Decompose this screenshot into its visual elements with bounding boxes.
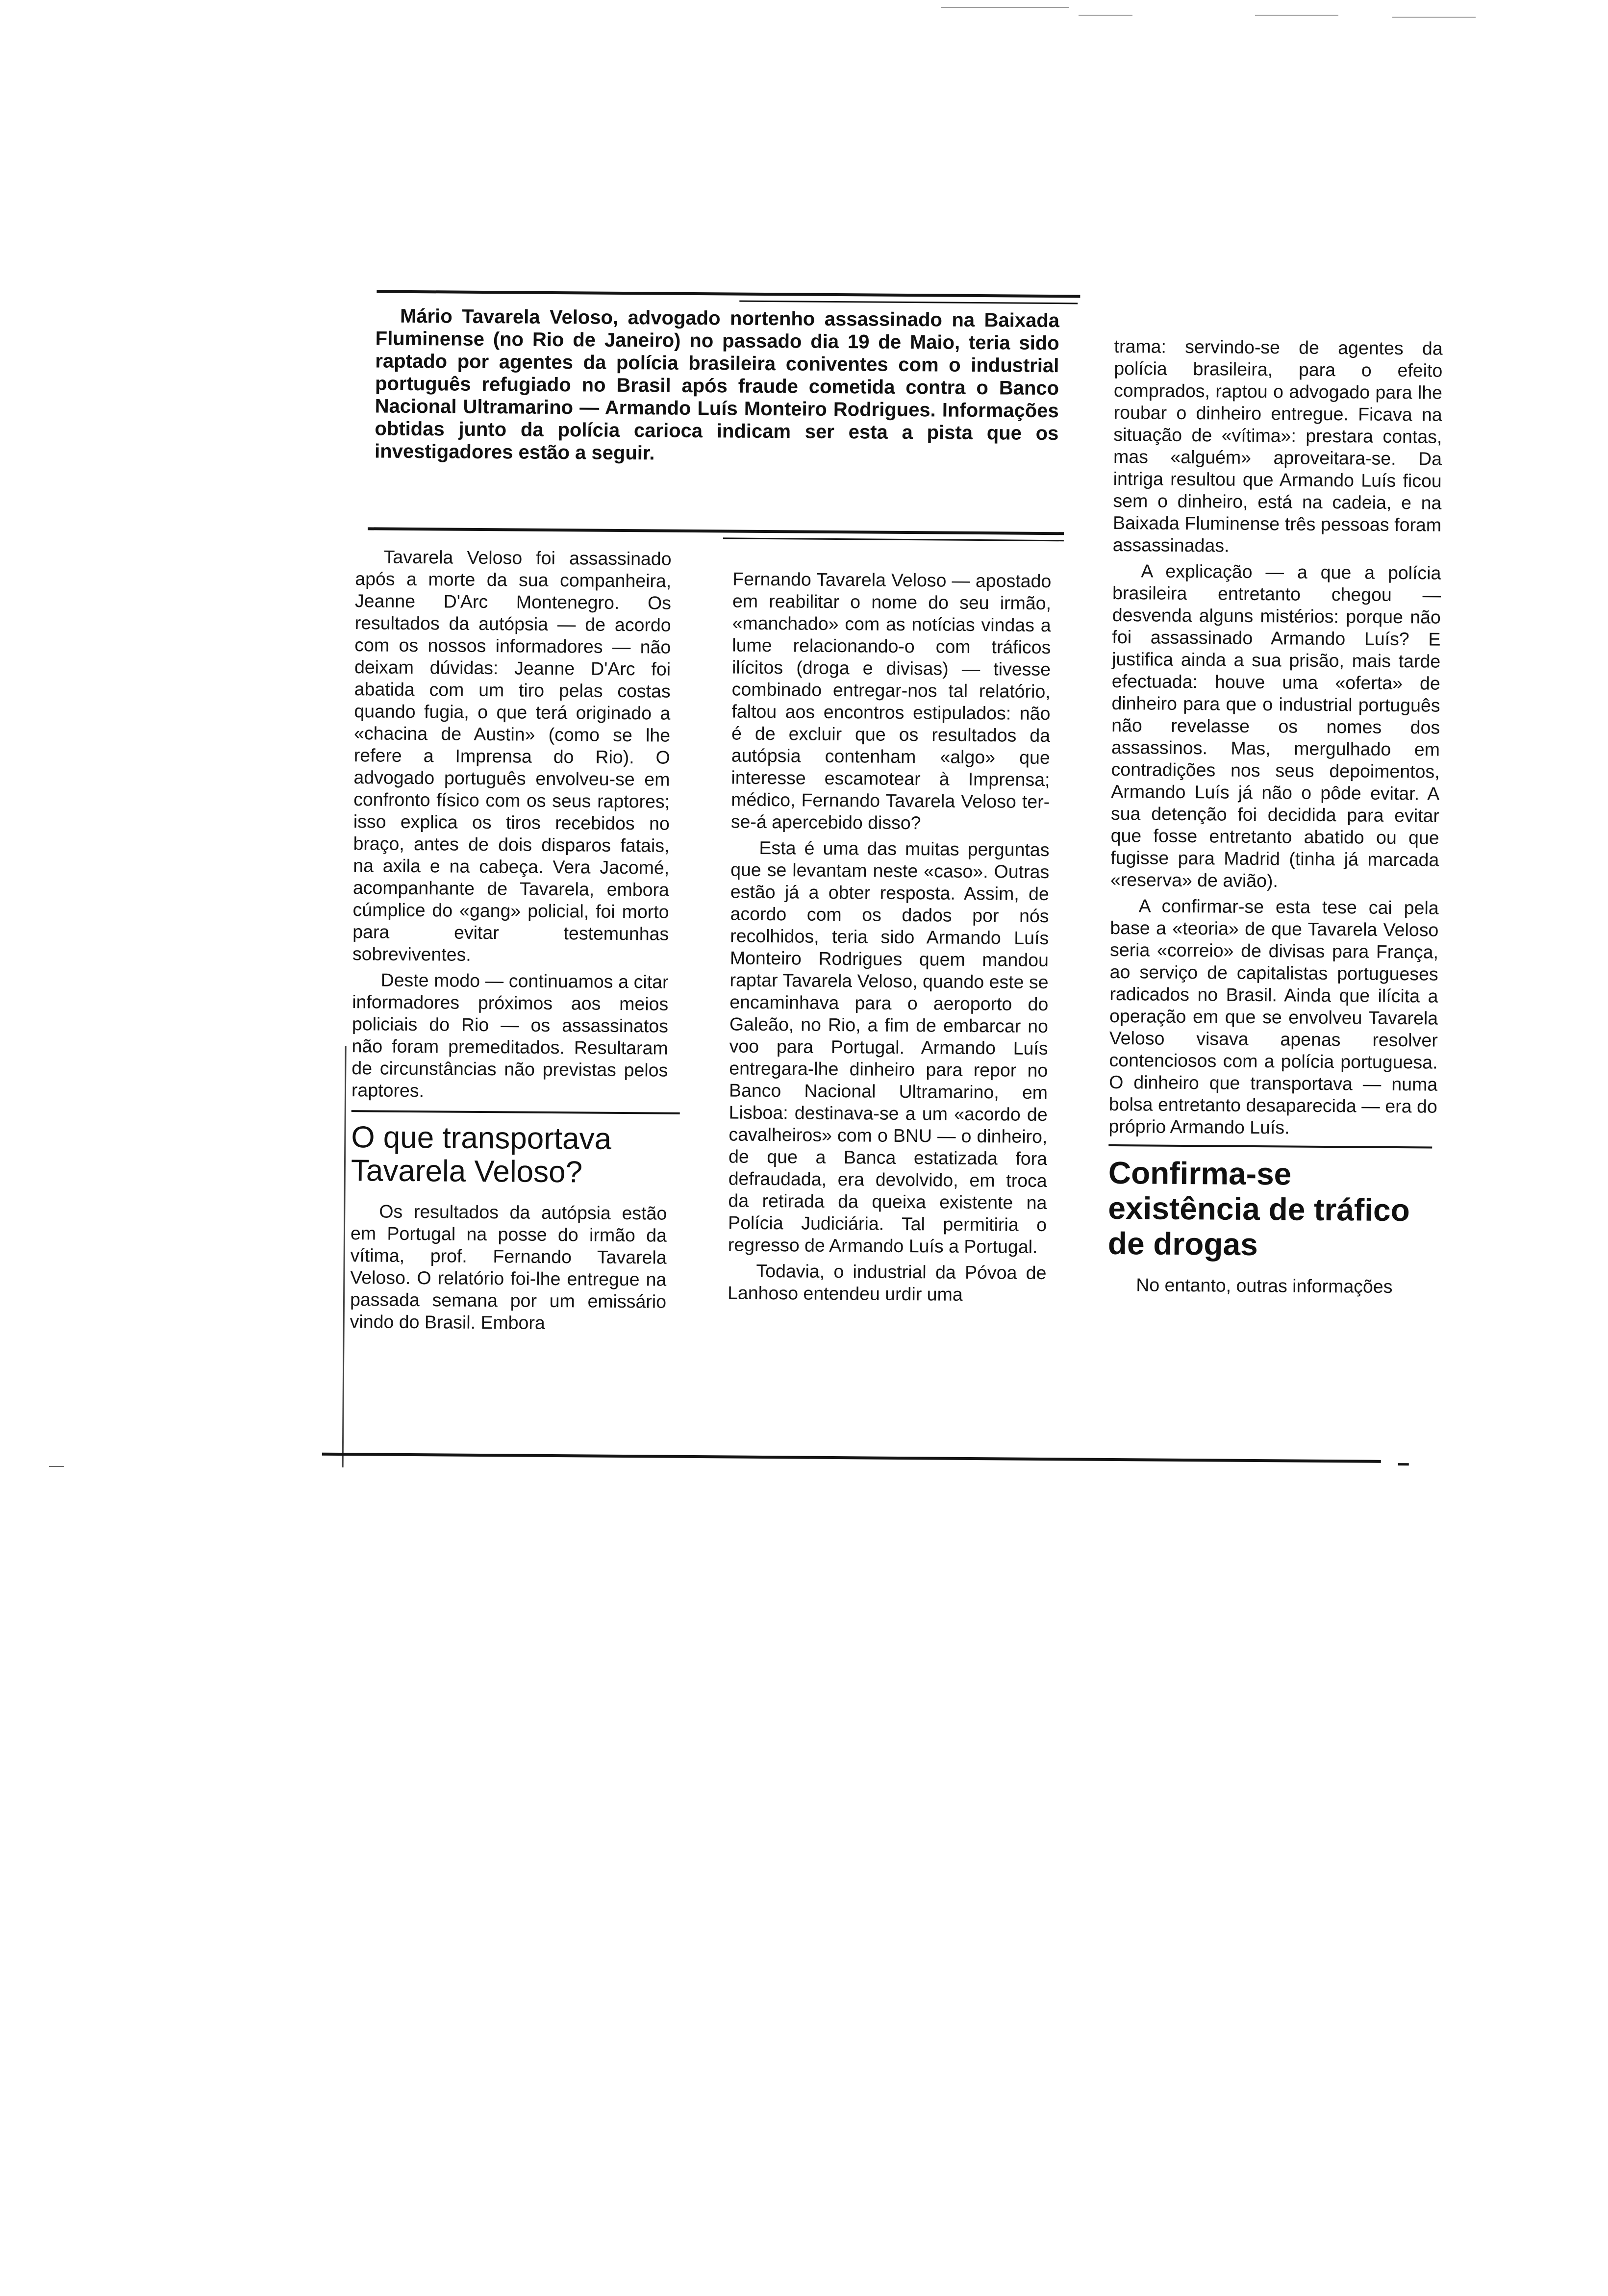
col3-subhead-rule	[1108, 1144, 1432, 1149]
article-lede	[375, 304, 1059, 471]
lede-bottom-rule	[368, 527, 1064, 535]
top-rule-thin	[739, 301, 1078, 304]
col2-paragraph: Todavia, o industrial da Póvoa de Lanhoso entendeu urdir uma	[728, 1260, 1047, 1305]
scan-artifact-line	[1255, 15, 1338, 16]
scan-artifact-line	[1079, 15, 1132, 16]
col1-paragraph: Os resultados da autópsia estão em Portugal na posse do irmão da vítima, prof. Fernando Tavarela Veloso. O relatório foi-lhe entregue na passada semana por um emissário vindo do Brasil. Embora	[350, 1201, 667, 1333]
col3-paragraph: No entanto, outras informações	[1136, 1274, 1393, 1297]
col1-paragraph: Deste modo — continuamos a citar informadores próximos aos meios policiais do Rio — os assassinatos não foram premeditados. Resultaram de circunstâncias não previstas pelos raptores.	[351, 969, 669, 1101]
bottom-rule-tail	[1398, 1463, 1409, 1465]
scan-artifact-line	[49, 1466, 64, 1467]
scan-artifact-line	[1392, 17, 1476, 18]
col3-paragraph: A confirmar-se esta tese cai pela base a «teoria» de que Tavarela Veloso seria «correio» de divisas para França, ao serviço de capitalistas portugueses radicados no Brasil. Ainda que ilícita a operação em que se envolveu Tavarela Veloso visava apenas resolver contenciosos com a polícia portuguesa. O dinheiro que transportava — numa bolsa entretanto desaparecida — era do próprio Armando Luís.	[1108, 895, 1439, 1138]
column-3	[1107, 335, 1443, 1302]
left-vertical-rule	[342, 1046, 347, 1467]
top-rule	[377, 290, 1080, 298]
col2-paragraph: Fernando Tavarela Veloso — apostado em reabilitar o nome do seu irmão, «manchado» com as notícias vindas a lume relacionando-o com tráficos ilícitos (droga e divisas) — tivesse combinado entregar-nos tal relatório, faltou aos encontros estipulados: não é de excluir que os resultados da autópsia contenham «algo» que interesse escamotear à Imprensa; médico, Fernando Tavarela Veloso ter-se-á apercebido disso?	[730, 568, 1052, 833]
lede-bottom-rule-thin	[723, 537, 1064, 541]
col1-subhead-rule	[352, 1110, 680, 1114]
bottom-rule	[322, 1453, 1381, 1463]
col1-subhead: O que transportava Tavarela Veloso?	[351, 1120, 612, 1189]
column-1	[350, 546, 672, 1338]
col1-paragraph: Tavarela Veloso foi assassinado após a morte da sua companheira, Jeanne D'Arc Montenegro. Os resultados da autópsia — de acordo com os nossos informadores — não deixam dúvidas: Jeanne D'Arc foi abatida com um tiro pelas costas quando fugia, o que terá originado a «chacina de Austin» (como se lhe refere a Imprensa do Rio). O advogado português envolveu-se em confronto físico com os seus raptores; isso explica os tiros recebidos no braço, antes de dois disparos fatais, na axila e na cabeça. Vera Jacomé, acompanhante de Tavarela, embora cúmplice do «gang» policial, foi morto para evitar testemunhas sobreviventes.	[352, 546, 672, 965]
col3-paragraph: A explicação — a que a polícia brasileira entretanto chegou — desvenda alguns mistérios: porque não foi assassinado Armando Luís? E justifica ainda a sua prisão, mais tarde efectuada: houve uma «oferta» de dinheiro para que o industrial português não revelasse os nomes dos assassinos. Mas, mergulhado em contradições nos seus depoimentos, Armando Luís já não o pôde evitar. A sua detenção foi decidida para evitar que fosse entretanto abatido ou que fugisse para Madrid (tinha já marcada «reserva» de avião).	[1110, 560, 1441, 891]
col3-paragraph: trama: servindo-se de agentes da polícia brasileira, para o efeito comprados, raptou o advogado para lhe roubar o dinheiro entregue. Ficava na situação de «vítima»: prestara contas, mas «alguém» aproveitara-se. Da intriga resultou que Armando Luís ficou sem o dinheiro, está na cadeia, e na Baixada Fluminense três pessoas foram assassinadas.	[1112, 335, 1443, 556]
column-2	[728, 568, 1052, 1311]
col3-subhead: Confirma-se existência de tráfico de drogas	[1107, 1155, 1410, 1262]
col2-paragraph: Esta é uma das muitas perguntas que se levantam neste «caso». Outras estão já a obter resposta. Assim, de acordo com os dados por nós recolhidos, teria sido Armando Luís Monteiro Rodrigues quem mandou raptar Tavarela Veloso, quando este se encaminhava para o aeroporto do Galeão, no Rio, a fim de embarcar no voo para Portugal. Armando Luís entregara-lhe dinheiro para repor no Banco Nacional Ultramarino, em Lisboa: destinava-se a um «acordo de cavalheiros» com o BNU — o dinheiro, de que a Banca estatizada fora defraudada, era devolvido, em troca da retirada da queixa existente na Polícia Judiciária. Tal permitiria o regresso de Armando Luís a Portugal.	[728, 837, 1050, 1257]
scan-artifact-line	[941, 7, 1069, 8]
lede-text: Mário Tavarela Veloso, advogado nortenho assassinado na Baixada Fluminense (no Rio de Janeiro) no passado dia 19 de Maio, teria sido raptado por agentes da polícia brasileira coniventes com o industrial português refugiado no Brasil após fraude cometida contra o Banco Nacional Ultramarino — Armando Luís Monteiro Rodrigues. Informações obtidas junto da polícia carioca indicam ser esta a pista que os investigadores estão a seguir.	[374, 305, 1060, 464]
